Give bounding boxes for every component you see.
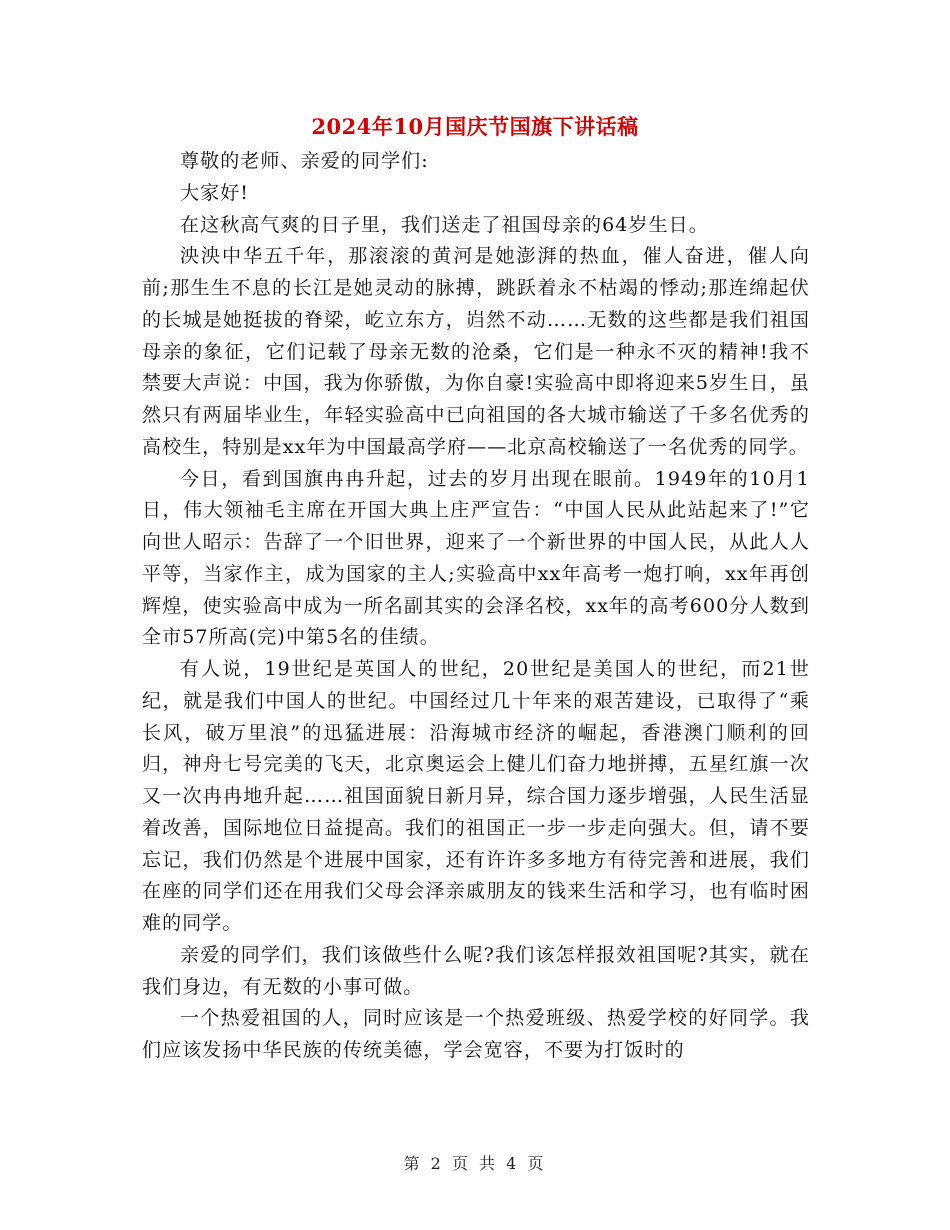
paragraph: 今日，看到国旗冉冉升起，过去的岁月出现在眼前。1949年的10月1日，伟大领袖毛主席在开国大典上庄严宣告：“中国人民从此站起来了!”它向世人昭示：告辞了一个旧世界，迎来了一个新世界的中国人民，从此人人平等，当家作主，成为国家的主人;实验高中xx年高考一炮打响，xx年再创辉煌，使实验高中成为一所名副其实的会泽名校，xx年的高考600分人数到全市57所高(完)中第5名的佳绩。 <box>142 467 810 649</box>
paragraph-greeting: 大家好! <box>180 181 250 204</box>
paragraph: 亲爱的同学们，我们该做些什么呢?我们该怎样报效祖国呢?其实，就在我们身边，有无数的小事可做。 <box>142 943 810 998</box>
paragraph: 在这秋高气爽的日子里，我们送走了祖国母亲的64岁生日。 <box>180 213 709 236</box>
document-body <box>142 146 810 1067</box>
page-number-footer: 第 2 页 共 4 页 <box>403 1154 547 1173</box>
paragraph: 泱泱中华五千年，那滚滚的黄河是她澎湃的热血，催人奋进，催人向前;那生生不息的长江是她灵动的脉搏，跳跃着永不枯竭的悸动;那连绵起伏的长城是她挺拔的脊梁，屹立东方，岿然不动……无数的这些都是我们祖国母亲的象征，它们记载了母亲无数的沧桑，它们是一种永不灭的精神!我不禁要大声说：中国，我为你骄傲，为你自豪!实验高中即将迎来5岁生日，虽然只有两届毕业生，年轻实验高中已向祖国的各大城市输送了千多名优秀的高校生，特别是xx年为中国最高学府——北京高校输送了一名优秀的同学。 <box>142 245 810 458</box>
paragraph: 有人说，19世纪是英国人的世纪，20世纪是美国人的世纪，而21世纪，就是我们中国人的世纪。中国经过几十年来的艰苦建设，已取得了“乘长风，破万里浪”的迅猛进展：沿海城市经济的崛起，香港澳门顺利的回归，神舟七号完美的飞天，北京奥运会上健儿们奋力地拼搏，五星红旗一次又一次冉冉地升起……祖国面貌日新月异，综合国力逐步增强，人民生活显着改善，国际地位日益提高。我们的祖国正一步一步走向强大。但，请不要忘记，我们仍然是个进展中国家，还有许许多多地方有待完善和进展，我们在座的同学们还在用我们父母会泽亲戚朋友的钱来生活和学习，也有临时困难的同学。 <box>142 658 810 934</box>
paragraph: 一个热爱祖国的人，同时应该是一个热爱班级、热爱学校的好同学。我们应该发扬中华民族的传统美德，学会宽容，不要为打饭时的 <box>142 1007 810 1061</box>
paragraph-salutation: 尊敬的老师、亲爱的同学们: <box>180 150 429 172</box>
document-title: 2024年10月国庆节国旗下讲话稿 <box>311 114 639 139</box>
